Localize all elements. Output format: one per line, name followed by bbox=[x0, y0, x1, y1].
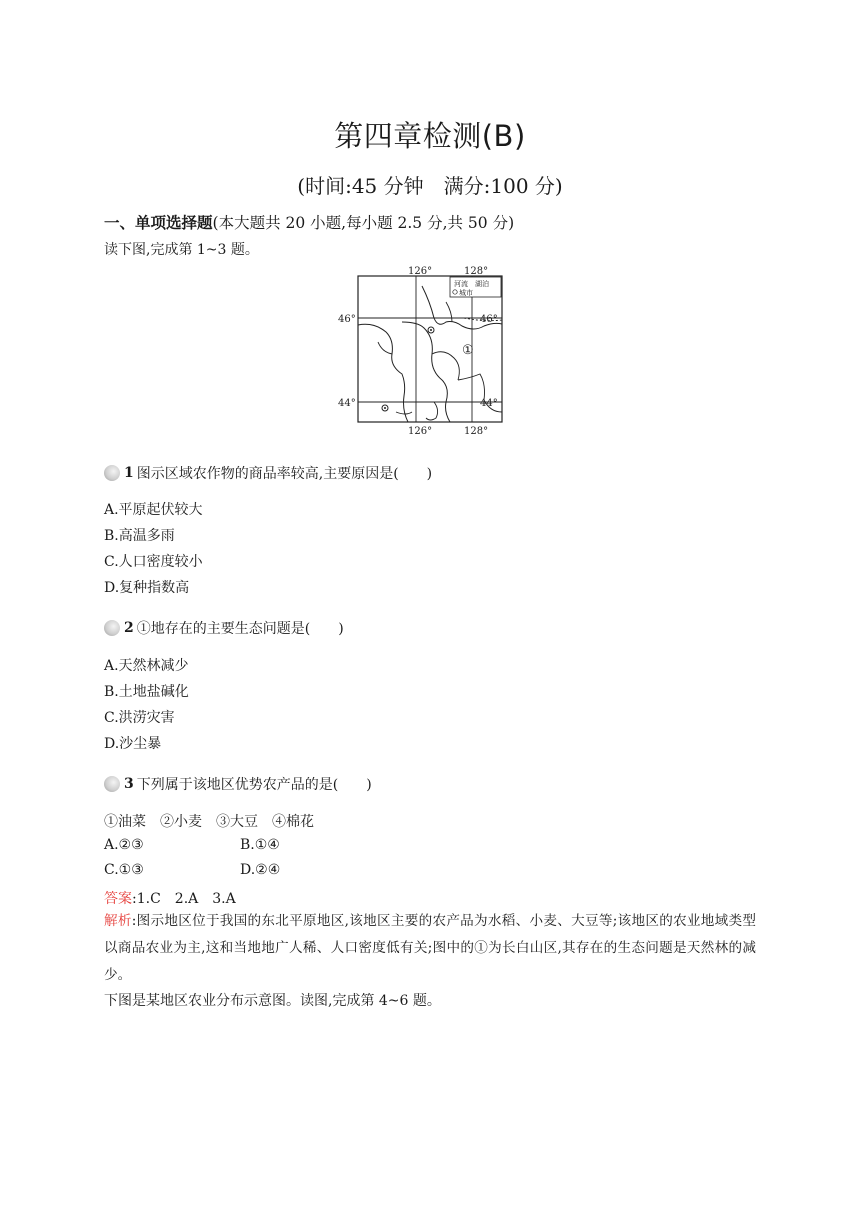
section-heading bbox=[104, 211, 514, 233]
q1-option-d: D.复种指数高 bbox=[104, 580, 190, 596]
q1-option-c: C.人口密度较小 bbox=[104, 554, 203, 570]
explanation-label: 解析 bbox=[104, 913, 132, 929]
q1-option-b: B.高温多雨 bbox=[104, 528, 175, 544]
answer-line bbox=[104, 888, 236, 908]
q2-option-c: C.洪涝灾害 bbox=[104, 710, 175, 726]
lat-label-44-right: 44° bbox=[480, 398, 498, 409]
question-stem: ①地存在的主要生态问题是( ) bbox=[136, 621, 344, 637]
intro-text: 读下图,完成第 1~3 题。 bbox=[104, 242, 259, 258]
exam-info: (时间:45 分钟 满分:100 分) bbox=[297, 174, 563, 198]
section-title: 一、单项选择题 bbox=[104, 214, 213, 232]
lat-label-44-left: 44° bbox=[338, 398, 356, 409]
lon-label-126-bottom: 126° bbox=[408, 426, 433, 437]
northeast-plain-map bbox=[334, 262, 506, 438]
explanation bbox=[104, 908, 756, 989]
q3-items: ①油菜 ②小麦 ③大豆 ④棉花 bbox=[104, 814, 314, 830]
map-marker: ① bbox=[462, 343, 474, 358]
lat-label-46-left: 46° bbox=[338, 314, 356, 325]
section-note: (本大题共 20 小题,每小题 2.5 分,共 50 分) bbox=[212, 214, 515, 232]
q3-option-a: A.②③ bbox=[104, 837, 144, 853]
lat-label-46-right: 46° bbox=[480, 314, 498, 325]
lon-label-126-top: 126° bbox=[408, 266, 433, 277]
q2-option-d: D.沙尘暴 bbox=[104, 736, 162, 752]
intro-text-2: 下图是某地区农业分布示意图。读图,完成第 4~6 题。 bbox=[104, 993, 441, 1009]
q3-option-d: D.②④ bbox=[240, 862, 281, 878]
q3-option-c: C.①③ bbox=[104, 862, 144, 878]
lon-label-128-top: 128° bbox=[464, 266, 489, 277]
q1-option-a: A.平原起伏较大 bbox=[104, 502, 203, 518]
question-number: 3 bbox=[124, 776, 134, 792]
q2-option-a: A.天然林减少 bbox=[104, 658, 189, 674]
lon-label-128-bottom: 128° bbox=[464, 426, 489, 437]
question-2 bbox=[104, 618, 344, 638]
question-stem: 下列属于该地区优势农产品的是( ) bbox=[136, 777, 372, 793]
question-1 bbox=[104, 463, 432, 483]
question-bullet-icon bbox=[104, 776, 120, 792]
legend-river: 河流 bbox=[454, 280, 468, 288]
question-bullet-icon bbox=[104, 465, 120, 481]
q3-option-b: B.①④ bbox=[240, 837, 280, 853]
question-stem: 图示区域农作物的商品率较高,主要原因是( ) bbox=[136, 466, 433, 482]
legend-lake: 湖泊 bbox=[475, 280, 489, 288]
question-number: 2 bbox=[124, 620, 134, 636]
answer-label: 答案 bbox=[104, 891, 132, 907]
q2-option-b: B.土地盐碱化 bbox=[104, 684, 189, 700]
answer-text: :1.C 2.A 3.A bbox=[132, 891, 236, 907]
question-3 bbox=[104, 774, 372, 794]
page-title: 第四章检测(B) bbox=[334, 119, 526, 153]
question-bullet-icon bbox=[104, 620, 120, 636]
explanation-text: :图示地区位于我国的东北平原地区,该地区主要的农产品为水稻、小麦、大豆等;该地区的农业地域类型以商品农业为主,这和当地地广人稀、人口密度低有关;图中的①为长白山区,其存在的生态问题是天然林的减少。 bbox=[104, 913, 757, 983]
legend-city: 城市 bbox=[459, 289, 473, 297]
question-number: 1 bbox=[124, 465, 134, 481]
